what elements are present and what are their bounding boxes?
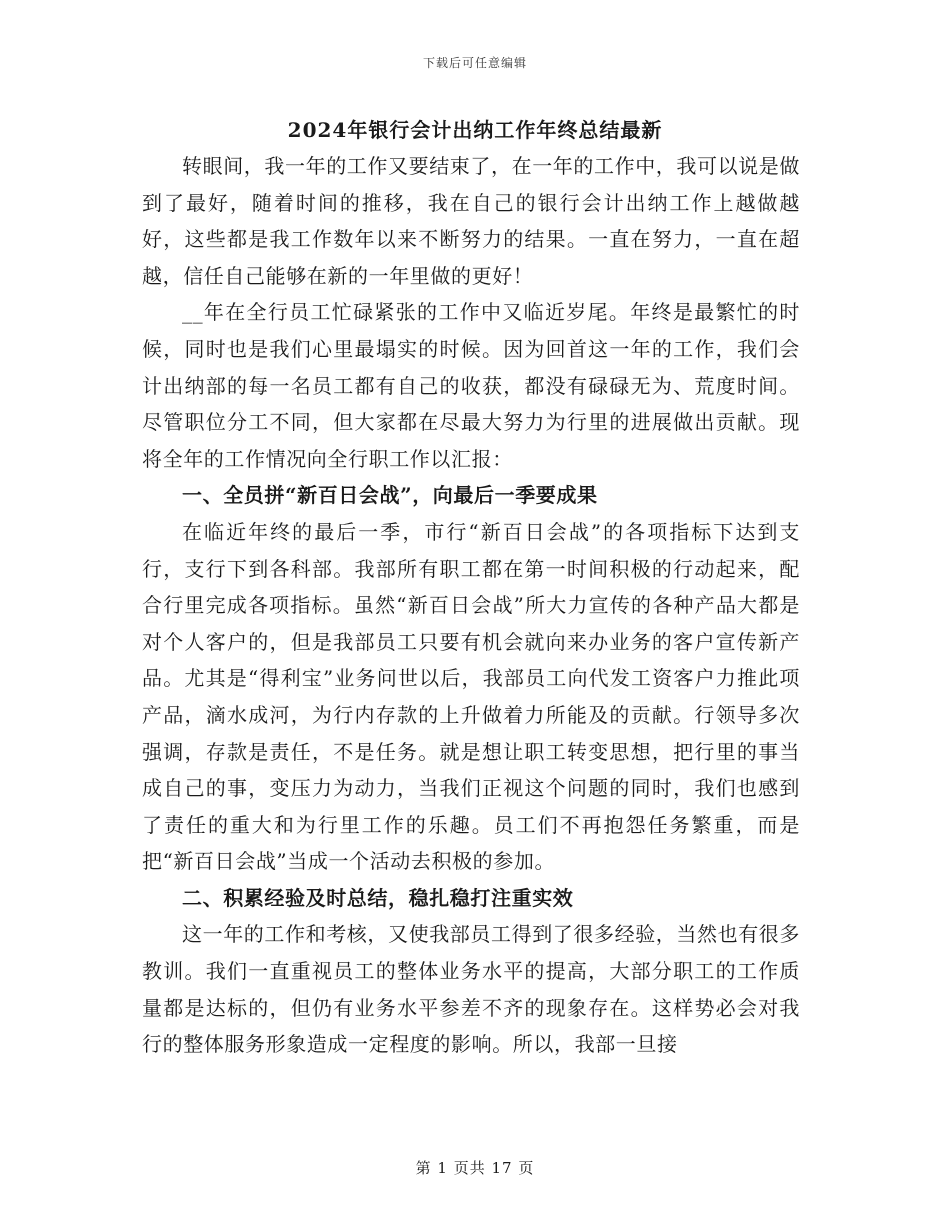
- section-heading-1: 一、全员拼“新百日会战”，向最后一季要成果: [182, 483, 598, 508]
- document-title: 2024年银行会计出纳工作年终总结最新: [287, 118, 663, 142]
- document-body: [142, 148, 800, 1063]
- paragraph-section-1: 在临近年终的最后一季，市行“新百日会战”的各项指标下达到支行，支行下到各科部。我部所有职工都在第一时间积极的行动起来，配合行里完成各项指标。虽然“新百日会战”所大力宣传的各种产品大都是对个人客户的，但是我部员工只要有机会就向来办业务的客户宣传新产品。尤其是“得利宝”业务问世以后，我部员工向代发工资客户力推此项产品，滴水成河，为行内存款的上升做着力所能及的贡献。行领导多次强调，存款是责任，不是任务。就是想让职工转变思想，把行里的事当成自己的事，变压力为动力，当我们正视这个问题的同时，我们也感到了责任的重大和为行里工作的乐趣。员工们不再抱怨任务繁重，而是把“新百日会战”当成一个活动去积极的参加。: [142, 519, 800, 874]
- paragraph-year-summary: __年在全行员工忙碌紧张的工作中又临近岁尾。年终是最繁忙的时候，同时也是我们心里最塌实的时候。因为回首这一年的工作，我们会计出纳部的每一名员工都有自己的收获，都没有碌碌无为、荒度时间。尽管职位分工不同，但大家都在尽最大努力为行里的进展做出贡献。现将全年的工作情况向全行职工作以汇报：: [142, 300, 800, 471]
- paragraph-section-2: 这一年的工作和考核，又使我部员工得到了很多经验，当然也有很多教训。我们一直重视员工的整体业务水平的提高，大部分职工的工作质量都是达标的，但仍有业务水平参差不齐的现象存在。这样势必会对我行的整体服务形象造成一定程度的影响。所以，我部一旦接: [142, 922, 800, 1057]
- paragraph-intro: 转眼间，我一年的工作又要结束了，在一年的工作中，我可以说是做到了最好，随着时间的推移，我在自己的银行会计出纳工作上越做越好，这些都是我工作数年以来不断努力的结果。一直在努力，一直在超越，信任自己能够在新的一年里做的更好！: [142, 154, 800, 288]
- section-heading-2: 二、积累经验及时总结，稳扎稳打注重实效: [182, 885, 574, 910]
- header-note: 下载后可任意编辑: [422, 56, 527, 70]
- page-number-footer: 第 1 页共 17 页: [415, 1159, 535, 1177]
